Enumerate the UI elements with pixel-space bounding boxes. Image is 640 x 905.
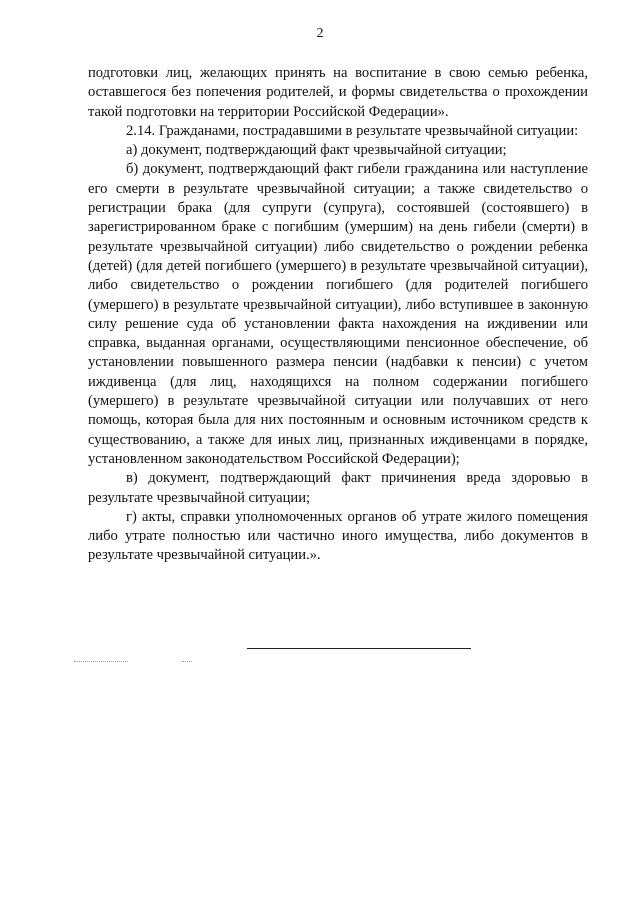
paragraph-continuation: подготовки лиц, желающих принять на воспитание в свою семью ребенка, оставшегося без попечения родителей, и формы свидетельства о прохождении такой подготовки на территории Российской Федерации». [88,65,588,120]
paragraph-item-2-14: 2.14. Гражданами, пострадавшими в результате чрезвычайной ситуации: [126,122,579,139]
paragraph-subitem-a: а) документ, подтверждающий факт чрезвычайной ситуации; [126,142,507,159]
paragraph-subitem-g: г) акты, справки уполномоченных органов об утрате жилого помещения либо утрате полностью или частично иного имущества, либо документов в результате чрезвычайной ситуации.». [88,508,588,564]
scan-artifact [182,661,192,662]
page-number: 2 [316,26,324,41]
paragraph-subitem-b: б) документ, подтверждающий факт гибели гражданина или наступление его смерти в результате чрезвычайной ситуации; а также свидетельство о регистрации брака (для супруги (супруга), состоявшей (состоявшего) в зарегистрированном браке с погибшим (умершим) на день гибели (смерти) в результате чрезвычайной ситуации) либо свидетельство о рождении ребенка (детей) (для детей погибшего (умершего) в результате чрезвычайной ситуации), либо свидетельство о рождении погибшего (для родителей погибшего (умершего) в результате чрезвычайной ситуации), либо вступившее в законную силу решение суда об установлении факта нахождения на иждивении или справка, выданная органами, осуществляющими пенсионное обеспечение, об установлении повышенного размера пенсии (надбавки к пенсии) с учетом иждивенца (для лиц, находящихся на полном содержании погибшего (умершего) в результате чрезвычайной ситуации или получавших от него помощь, которая была для них постоянным и основным источником средств к существованию, а также для иных лиц, признанных иждивенцами в порядке, установленном законодательством Российской Федерации); [88,161,588,467]
document-body [88,64,588,566]
paragraph-subitem-v: в) документ, подтверждающий факт причинения вреда здоровью в результате чрезвычайной ситуации; [88,470,588,506]
scan-artifact [74,661,128,662]
closing-rule [247,648,471,649]
